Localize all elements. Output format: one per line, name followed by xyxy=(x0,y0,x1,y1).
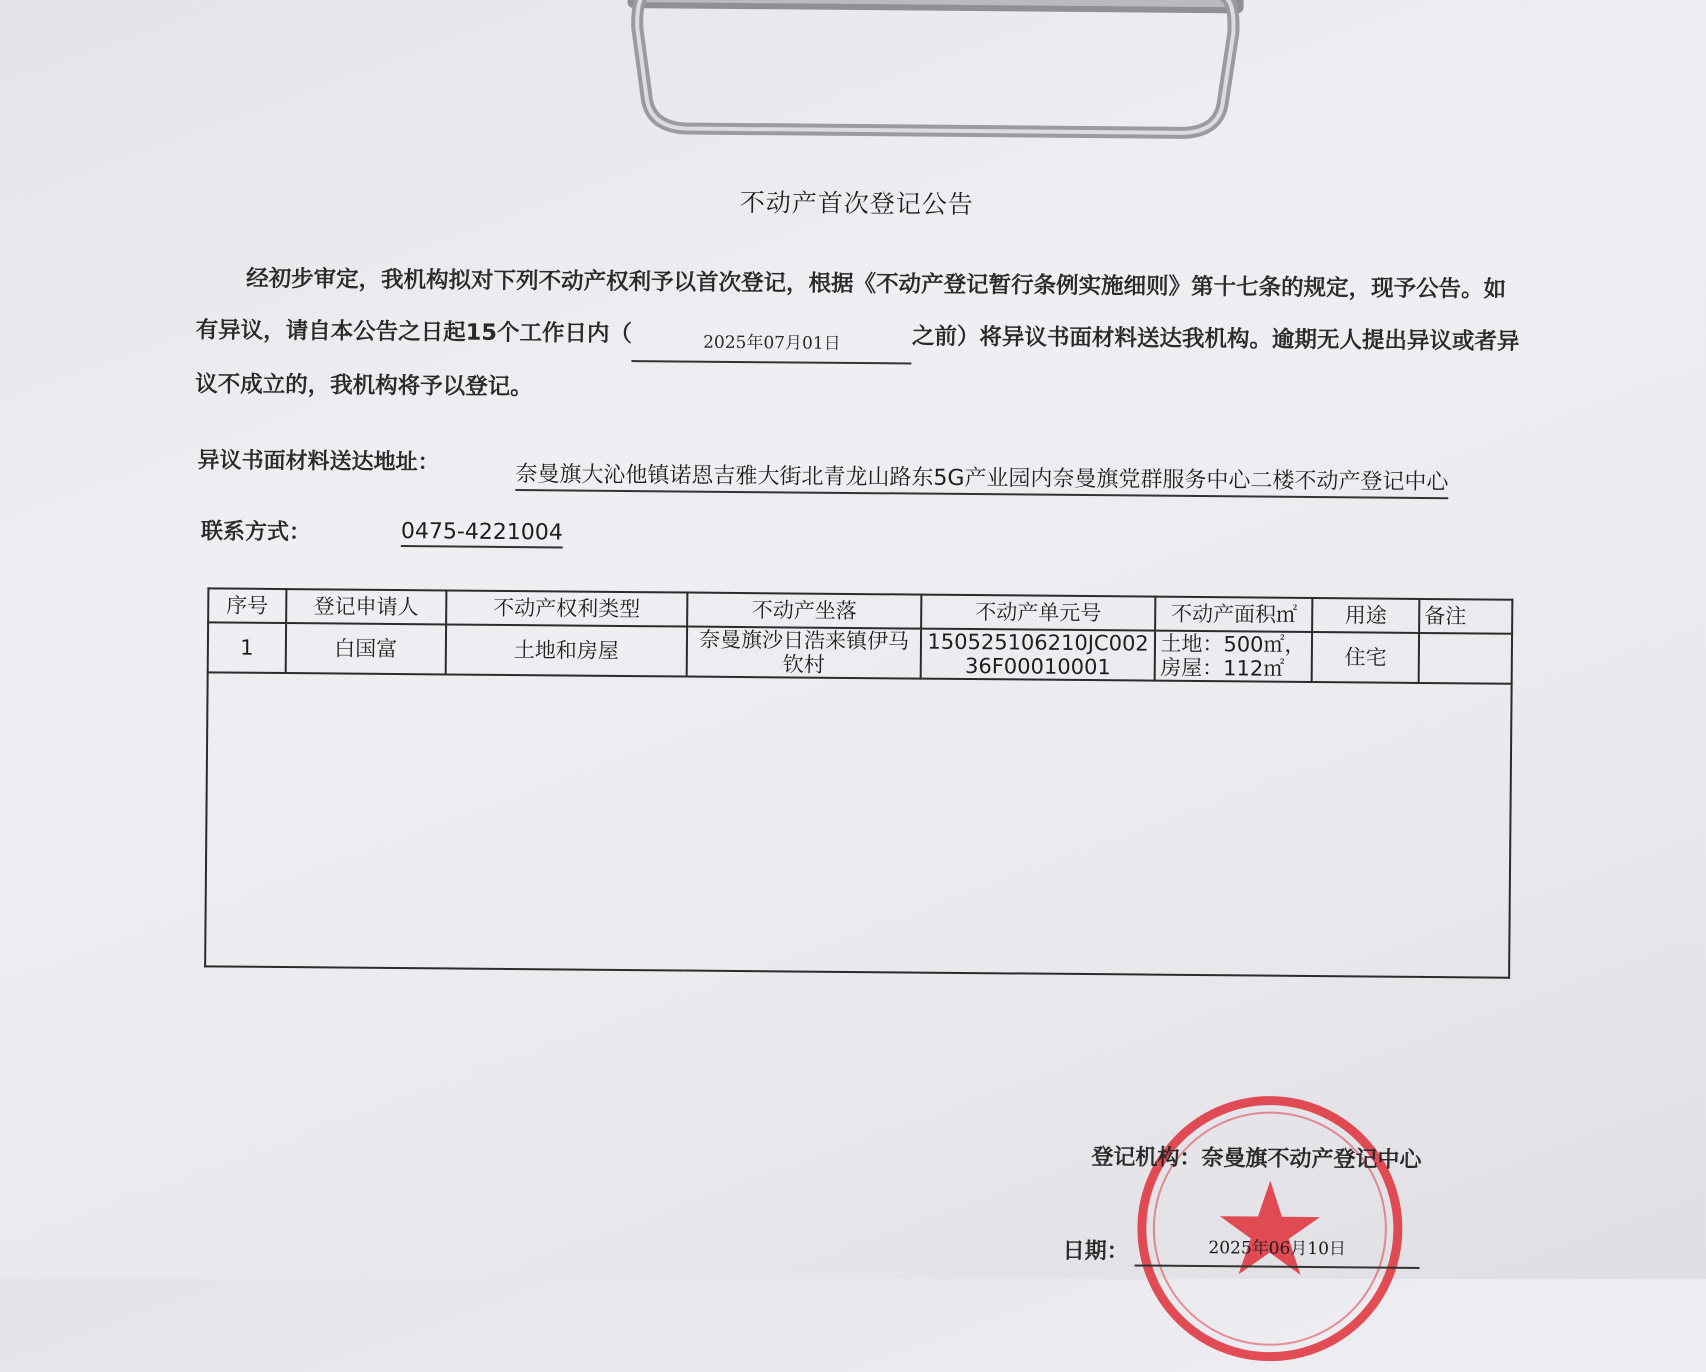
header-cell: 序号 xyxy=(208,588,286,623)
address-label: 异议书面材料送达地址： xyxy=(197,448,440,476)
cell-unit-number: 150525106210JC00236F00010001 xyxy=(920,629,1155,681)
cell-applicant: 白国富 xyxy=(286,623,446,674)
header-cell: 不动产面积㎡ xyxy=(1156,597,1313,632)
header-cell: 用途 xyxy=(1312,598,1419,633)
paragraph-part2: 之前）将异议书面材料送达我机构。逾期无人提出异议或者异议不成立的，我机构将予以登记。 xyxy=(195,323,1520,401)
registration-table xyxy=(204,587,1513,978)
cell-usage: 住宅 xyxy=(1312,632,1419,683)
official-seal-icon xyxy=(1129,1087,1411,1369)
cell-remark xyxy=(1419,633,1512,684)
cell-area: 土地：500㎡，房屋：112㎡ xyxy=(1155,631,1312,682)
cell-index: 1 xyxy=(208,622,286,673)
header-cell: 不动产权利类型 xyxy=(446,590,688,626)
notice-paragraph xyxy=(195,252,1526,422)
address-value: 奈曼旗大沁他镇诺恩吉雅大街北青龙山路东5G产业园内奈曼旗党群服务中心二楼不动产登记中心 xyxy=(515,457,1448,499)
cell-location: 奈曼旗沙日浩来镇伊马钦村 xyxy=(687,627,921,679)
signature-date-label: 日期： xyxy=(1062,1238,1129,1265)
paragraph-part1: 经初步审定，我机构拟对下列不动产权利予以首次登记，根据《不动产登记暂行条例实施细则》第十七条的规定，现予公告。如有异议，请自本公告之日起15个工作日内（ xyxy=(195,265,1507,348)
deadline-date: 2025年07月01日 xyxy=(632,324,912,364)
table-empty-area xyxy=(205,672,1512,977)
contact-value: 0475-4221004 xyxy=(401,519,563,548)
contact-label: 联系方式： xyxy=(200,519,312,546)
header-cell: 备注 xyxy=(1419,599,1512,634)
header-cell: 不动产单元号 xyxy=(921,595,1156,631)
notice-title: 不动产首次登记公告 xyxy=(739,187,974,220)
cell-right-type: 土地和房屋 xyxy=(445,624,687,676)
signature-org: 登记机构：奈曼旗不动产登记中心 xyxy=(1091,1145,1422,1173)
header-cell: 登记申请人 xyxy=(286,589,446,624)
clipboard-clip-icon xyxy=(624,0,1246,153)
signature-date: 2025年06月10日 xyxy=(1135,1230,1420,1268)
header-cell: 不动产坐落 xyxy=(687,593,921,629)
